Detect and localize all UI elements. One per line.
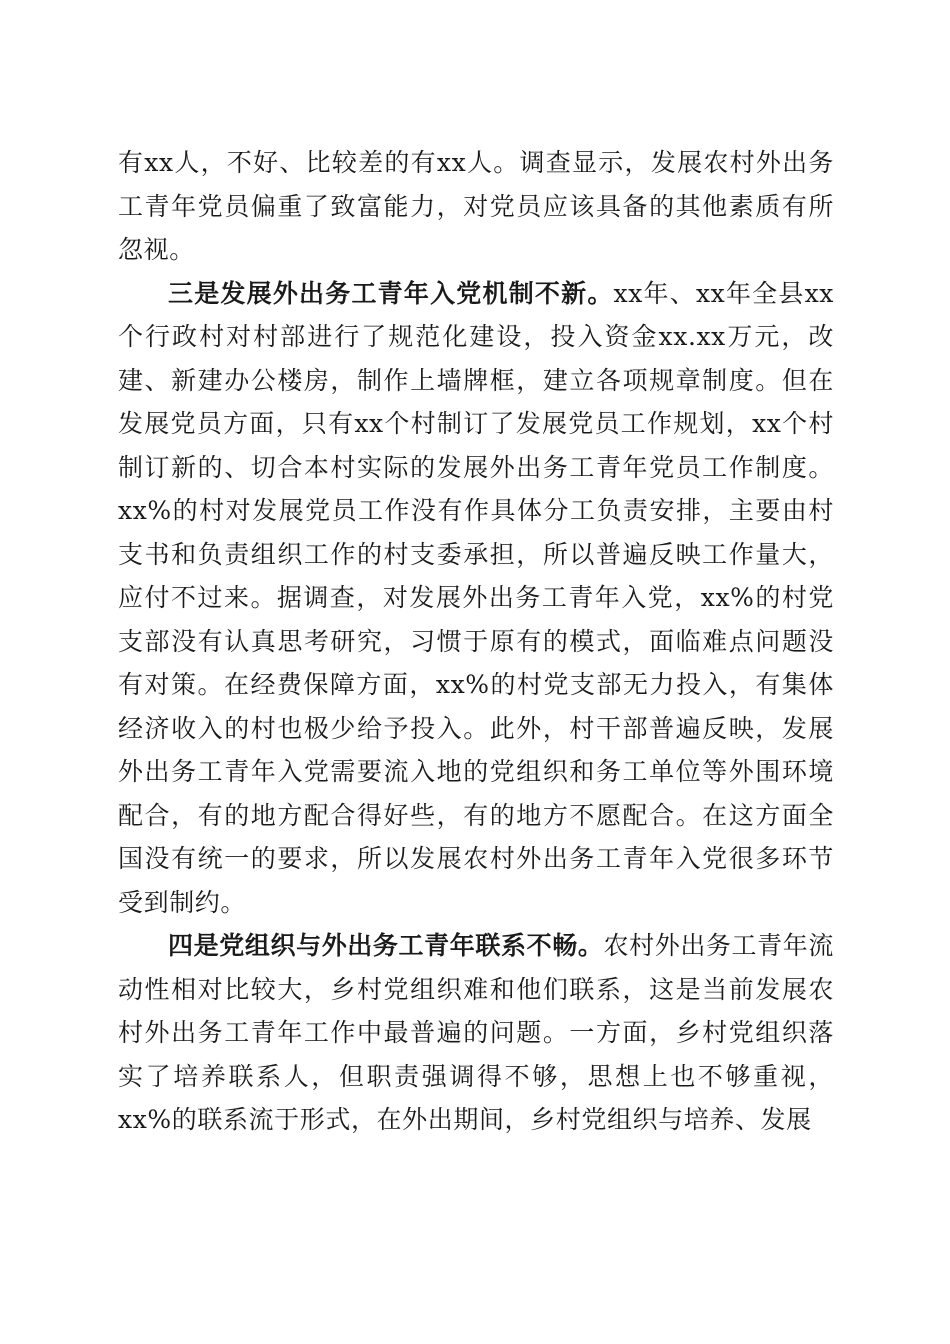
paragraph-point-four	[118, 924, 834, 1142]
paragraph-point-three	[118, 272, 834, 925]
paragraph-heading: 四是党组织与外出务工青年联系不畅。	[168, 931, 604, 960]
paragraph-text: xx年、xx年全县xx个行政村对村部进行了规范化建设，投入资金xx.xx万元，改建、新建办公楼房，制作上墙牌框，建立各项规章制度。但在发展党员方面，只有xx个村制订了发展党员工作规划，xx个村制订新的、切合本村实际的发展外出务工青年党员工作制度。xx%的村对发展党员工作没有作具体分工负责安排，主要由村支书和负责组织工作的村支委承担，所以普遍反映工作量大，应付不过来。据调查，对发展外出务工青年入党，xx%的村党支部没有认真思考研究，习惯于原有的模式，面临难点问题没有对策。在经费保障方面，xx%的村党支部无力投入，有集体经济收入的村也极少给予投入。此外，村干部普遍反映，发展外出务工青年入党需要流入地的党组织和务工单位等外围环境配合，有的地方配合得好些，有的地方不愿配合。在这方面全国没有统一的要求，所以发展农村外出务工青年入党很多环节受到制约。	[118, 278, 834, 917]
document-body	[118, 141, 834, 1142]
paragraph-continuation	[118, 141, 834, 272]
paragraph-heading: 三是发展外出务工青年入党机制不新。	[168, 278, 614, 308]
paragraph-text: 农村外出务工青年流动性相对比较大，乡村党组织难和他们联系，这是当前发展农村外出务工青年工作中最普遍的问题。一方面，乡村党组织落实了培养联系人，但职责强调得不够，思想上也不够重视，xx%的联系流于形式，在外出期间，乡村党组织与培养、发展	[118, 931, 834, 1134]
paragraph-text: 有xx人，不好、比较差的有xx人。调查显示，发展农村外出务工青年党员偏重了致富能力，对党员应该具备的其他素质有所忽视。	[118, 148, 834, 264]
